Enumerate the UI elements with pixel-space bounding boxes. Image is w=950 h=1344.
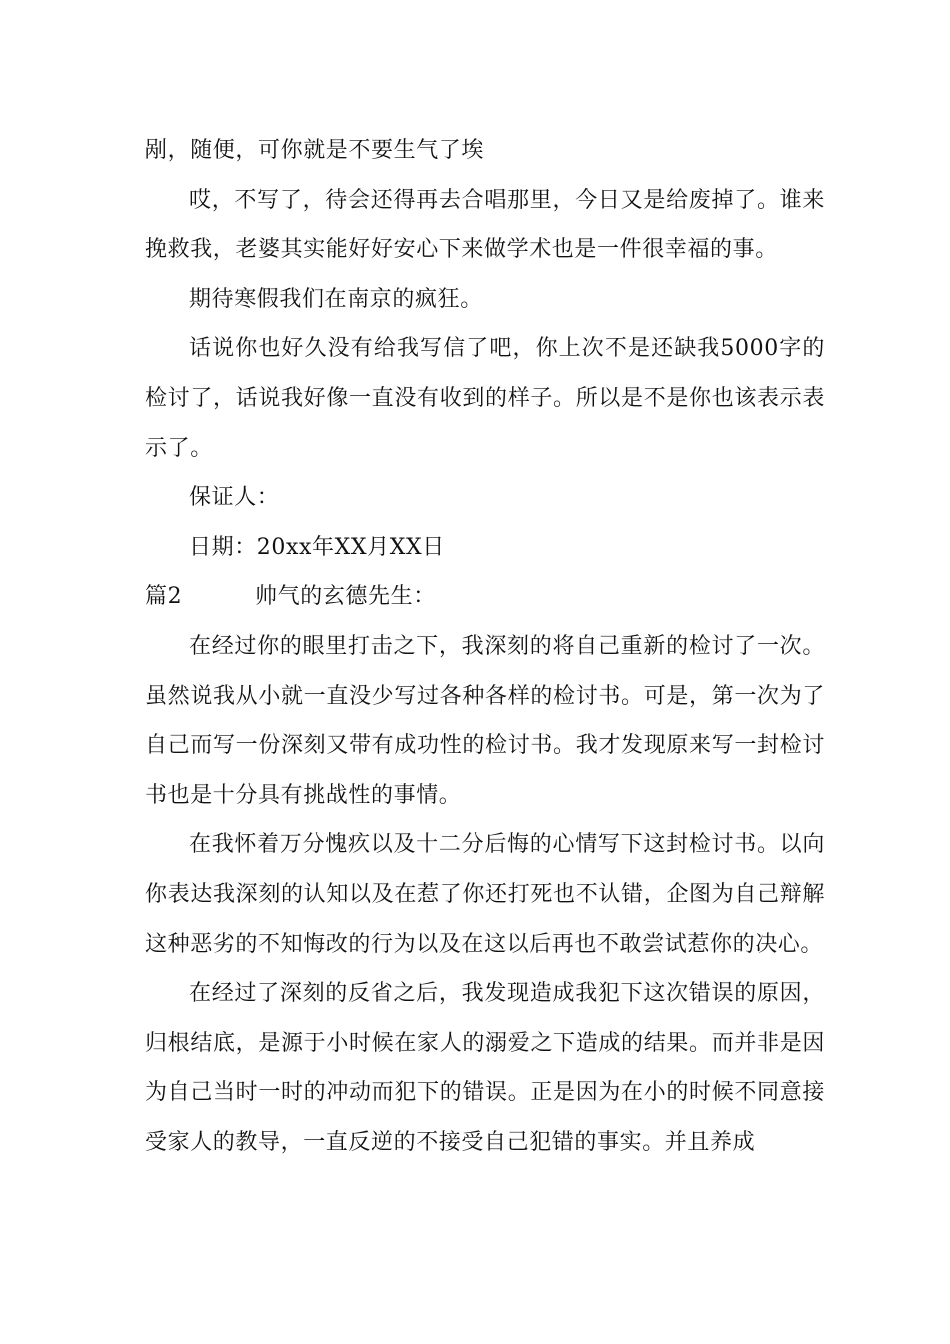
section-salutation: 帅气的玄德先生： xyxy=(255,584,436,610)
document-body xyxy=(145,126,825,1167)
paragraph-3: 期待寒假我们在南京的疯狂。 xyxy=(189,286,483,312)
paragraph-2: 哎，不写了，待会还得再去合唱那里，今日又是给废掉了。谁来挽救我，老婆其实能好好安心下来做学术也是一件很幸福的事。 xyxy=(145,187,825,263)
paragraph-1: 剐，随便，可你就是不要生气了埃 xyxy=(145,138,485,163)
paragraph-4: 话说你也好久没有给我写信了吧，你上次不是还缺我5000字的检讨了，话说我好像一直没有收到的样子。所以是不是你也该表示表示了。 xyxy=(145,336,825,461)
section-heading xyxy=(145,572,825,622)
section-number: 篇2 xyxy=(145,584,183,610)
paragraph-7: 在经过了深刻的反省之后，我发现造成我犯下这次错误的原因，归根结底，是源于小时候在家人的溺爱之下造成的结果。而并非是因为自己当时一时的冲动而犯下的错误。正是因为在小的时候不同意接受家人的教导，一直反逆的不接受自己犯错的事实。并且养成 xyxy=(145,981,825,1155)
paragraph-6: 在我怀着万分愧疚以及十二分后悔的心情写下这封检讨书。以向你表达我深刻的认知以及在惹了你还打死也不认错，企图为自己辩解这种恶劣的不知悔改的行为以及在这以后再也不敢尝试惹你的决心。 xyxy=(145,832,825,957)
guarantor-line: 保证人： xyxy=(189,485,280,511)
date-line: 日期：20xx年XX月XX日 xyxy=(189,534,445,560)
paragraph-5: 在经过你的眼里打击之下，我深刻的将自己重新的检讨了一次。虽然说我从小就一直没少写过各种各样的检讨书。可是，第一次为了自己而写一份深刻又带有成功性的检讨书。我才发现原来写一封检讨书也是十分具有挑战性的事情。 xyxy=(145,633,825,808)
